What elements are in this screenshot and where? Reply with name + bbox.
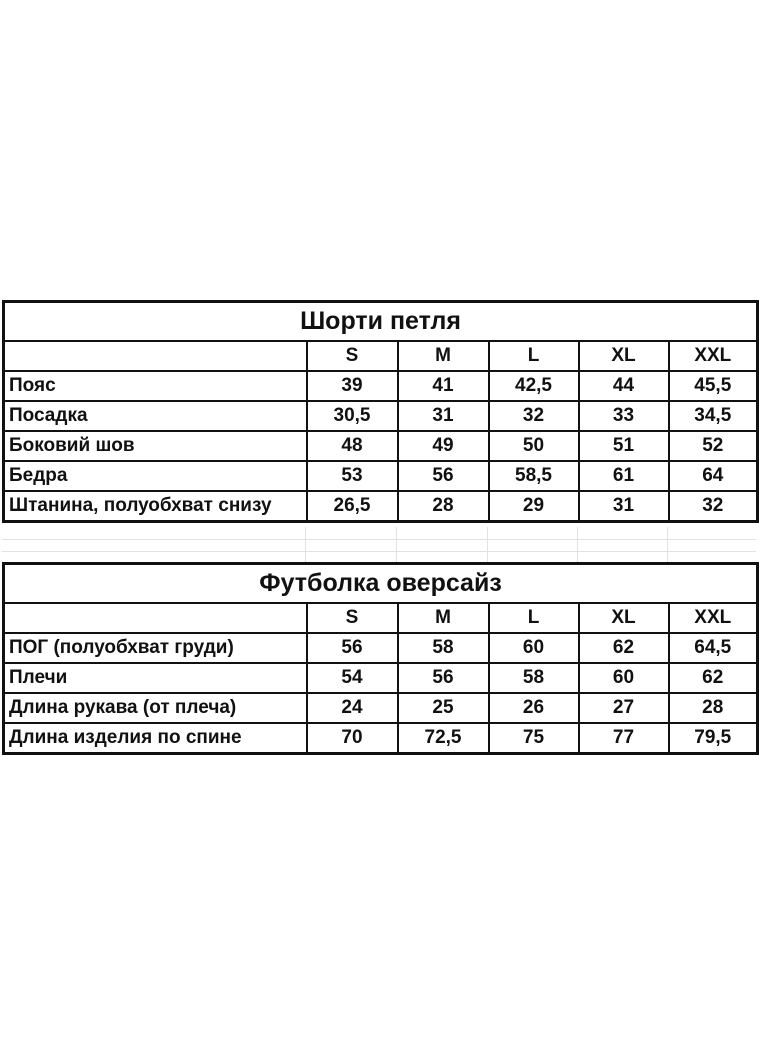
table-row — [4, 491, 758, 522]
table-title: Шорти петля — [4, 302, 758, 342]
tshirt-size-table — [2, 562, 759, 755]
cell-value: 77 — [579, 723, 669, 754]
size-header: XL — [579, 341, 669, 371]
row-label: Боковий шов — [4, 431, 307, 461]
cell-value: 26 — [489, 693, 579, 723]
table-row — [4, 723, 758, 754]
cell-value: 52 — [669, 431, 758, 461]
cell-value: 31 — [398, 401, 489, 431]
cell-value: 75 — [489, 723, 579, 754]
table-row — [4, 401, 758, 431]
row-label: Пояс — [4, 371, 307, 401]
cell-value: 42,5 — [489, 371, 579, 401]
table-row — [4, 431, 758, 461]
cell-value: 24 — [307, 693, 398, 723]
cell-value: 28 — [669, 693, 758, 723]
size-header: S — [307, 341, 398, 371]
cell-value: 64 — [669, 461, 758, 491]
cell-value: 60 — [489, 633, 579, 663]
cell-value: 27 — [579, 693, 669, 723]
row-label: Длина рукава (от плеча) — [4, 693, 307, 723]
row-label: ПОГ (полуобхват груди) — [4, 633, 307, 663]
row-label: Штанина, полуобхват снизу — [4, 491, 307, 522]
cell-value: 48 — [307, 431, 398, 461]
spreadsheet-gridlines — [2, 527, 756, 562]
cell-value: 72,5 — [398, 723, 489, 754]
row-label: Длина изделия по спине — [4, 723, 307, 754]
cell-value: 32 — [669, 491, 758, 522]
cell-value: 79,5 — [669, 723, 758, 754]
cell-value: 56 — [398, 461, 489, 491]
cell-value: 58,5 — [489, 461, 579, 491]
shorts-size-table — [2, 300, 759, 523]
cell-value: 31 — [579, 491, 669, 522]
cell-value: 50 — [489, 431, 579, 461]
size-header: XL — [579, 603, 669, 633]
cell-value: 29 — [489, 491, 579, 522]
table-row — [4, 633, 758, 663]
cell-value: 58 — [489, 663, 579, 693]
size-header-row — [4, 603, 758, 633]
cell-value: 53 — [307, 461, 398, 491]
size-header: L — [489, 603, 579, 633]
cell-value: 30,5 — [307, 401, 398, 431]
size-header: S — [307, 603, 398, 633]
size-header: XXL — [669, 603, 758, 633]
cell-value: 34,5 — [669, 401, 758, 431]
cell-value: 32 — [489, 401, 579, 431]
row-label: Бедра — [4, 461, 307, 491]
cell-value: 44 — [579, 371, 669, 401]
cell-value: 62 — [579, 633, 669, 663]
cell-value: 56 — [307, 633, 398, 663]
table-row — [4, 693, 758, 723]
cell-value: 45,5 — [669, 371, 758, 401]
size-header: M — [398, 341, 489, 371]
table-row — [4, 371, 758, 401]
size-header: XXL — [669, 341, 758, 371]
row-label: Посадка — [4, 401, 307, 431]
header-blank — [4, 603, 307, 633]
cell-value: 33 — [579, 401, 669, 431]
cell-value: 25 — [398, 693, 489, 723]
header-blank — [4, 341, 307, 371]
cell-value: 51 — [579, 431, 669, 461]
size-header-row — [4, 341, 758, 371]
row-label: Плечи — [4, 663, 307, 693]
table-row — [4, 663, 758, 693]
cell-value: 41 — [398, 371, 489, 401]
cell-value: 64,5 — [669, 633, 758, 663]
cell-value: 60 — [579, 663, 669, 693]
cell-value: 26,5 — [307, 491, 398, 522]
cell-value: 56 — [398, 663, 489, 693]
cell-value: 39 — [307, 371, 398, 401]
cell-value: 61 — [579, 461, 669, 491]
size-header: L — [489, 341, 579, 371]
cell-value: 28 — [398, 491, 489, 522]
cell-value: 58 — [398, 633, 489, 663]
cell-value: 62 — [669, 663, 758, 693]
size-header: M — [398, 603, 489, 633]
cell-value: 54 — [307, 663, 398, 693]
table-row — [4, 461, 758, 491]
table-title: Футболка оверсайз — [4, 564, 758, 604]
cell-value: 70 — [307, 723, 398, 754]
cell-value: 49 — [398, 431, 489, 461]
